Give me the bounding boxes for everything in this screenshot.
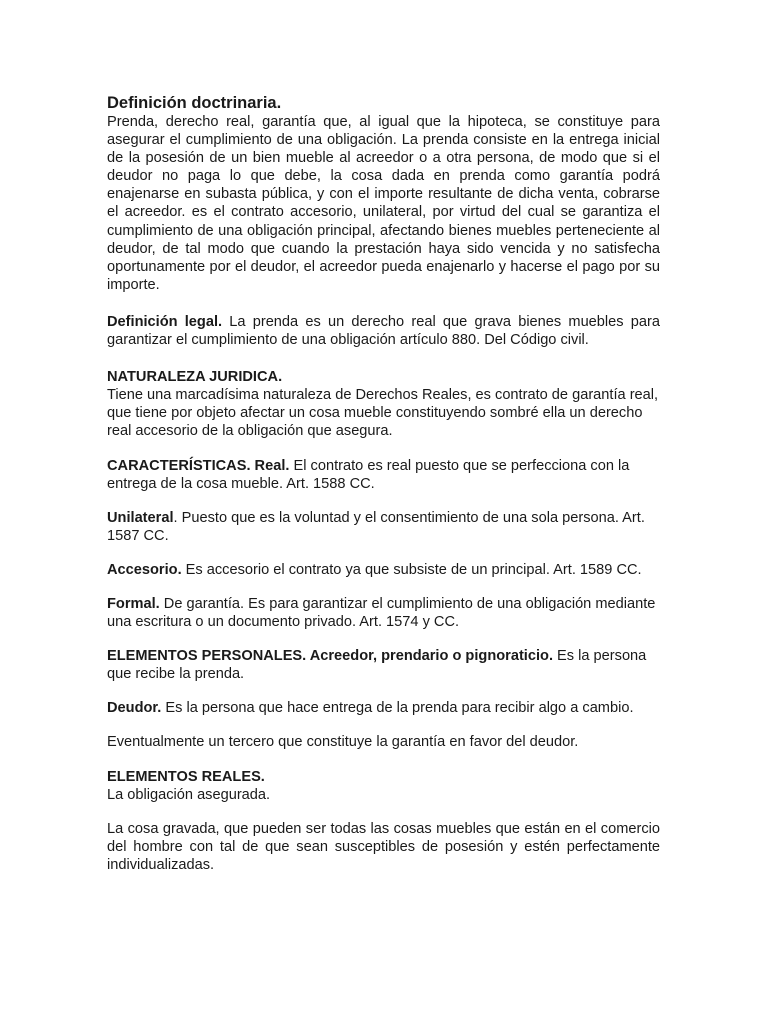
real-elements-text: La obligación asegurada. bbox=[107, 786, 271, 803]
encumbered-thing-text: La cosa gravada, que pueden ser todas las cosas muebles que están en el comercio del hombre con tal de que sean susceptibles de posesión y estén perfectamente individualizadas. bbox=[107, 820, 660, 873]
legal-definition-text: La prenda es un derecho real que grava bienes muebles para garantizar el cumplimiento de una obligación artículo 880. Del Código civil. bbox=[107, 313, 660, 349]
personal-elements-paragraph bbox=[107, 647, 660, 683]
legal-nature-text: Tiene una marcadísima naturaleza de Derechos Reales, es contrato de garantía real, que tiene por objeto afectar un cosa mueble constituyendo sombré ella un derecho real accesorio de la obligación que asegura. bbox=[107, 387, 659, 440]
legal-definition-paragraph bbox=[107, 313, 660, 349]
characteristics-heading: CARACTERÍSTICAS. Real. bbox=[107, 457, 290, 474]
real-elements-heading: ELEMENTOS REALES. bbox=[107, 768, 265, 785]
personal-elements-heading: ELEMENTOS PERSONALES. Acreedor, prendario o pignoraticio. bbox=[107, 648, 553, 665]
accessory-paragraph bbox=[107, 561, 660, 579]
legal-nature-heading: NATURALEZA JURIDICA. bbox=[107, 369, 283, 386]
unilateral-paragraph bbox=[107, 509, 660, 545]
unilateral-text: . Puesto que es la voluntad y el consentimiento de una sola persona. Art. 1587 CC. bbox=[107, 509, 645, 544]
third-party-paragraph bbox=[107, 733, 660, 751]
document-body bbox=[107, 93, 660, 874]
debtor-heading: Deudor. bbox=[107, 700, 162, 717]
debtor-paragraph bbox=[107, 699, 660, 717]
encumbered-thing-paragraph bbox=[107, 820, 660, 874]
accessory-heading: Accesorio. bbox=[107, 561, 182, 578]
legal-nature-section bbox=[107, 368, 660, 440]
doctrinal-definition-section bbox=[107, 93, 660, 294]
formal-paragraph bbox=[107, 595, 660, 631]
legal-definition-heading: Definición legal. bbox=[107, 313, 223, 330]
third-party-text: Eventualmente un tercero que constituye la garantía en favor del deudor. bbox=[107, 734, 579, 751]
debtor-text: Es la persona que hace entrega de la prenda para recibir algo a cambio. bbox=[161, 700, 634, 717]
unilateral-heading: Unilateral bbox=[107, 509, 174, 526]
doctrinal-definition-title: Definición doctrinaria. bbox=[107, 94, 282, 112]
characteristics-text: El contrato es real puesto que se perfecciona con la entrega de la cosa mueble. Art. 1588 CC. bbox=[107, 457, 630, 492]
characteristics-paragraph bbox=[107, 457, 660, 493]
doctrinal-definition-text: Prenda, derecho real, garantía que, al igual que la hipoteca, se constituye para asegurar el cumplimiento de una obligación. La prenda consiste en la entrega inicial de la posesión de un bien mueble al acreedor o a otra persona, de modo que si el deudor no paga lo que debe, la cosa dada en prenda como garantía podrá enajenarse en subasta pública, y con el importe resultante de dicha venta, cobrarse el acreedor. es el contrato accesorio, unilateral, por virtud del cual se garantiza el cumplimiento de una obligación principal, afectando bienes muebles perteneciente al deudor, de tal modo que cuando la prestación haya sido vencida y no satisfecha oportunamente por el deudor, el acreedor pueda enajenarlo y hacerse el pago por su importe. bbox=[107, 114, 660, 293]
personal-elements-text: Es la persona que recibe la prenda. bbox=[107, 648, 647, 683]
real-elements-section bbox=[107, 768, 660, 804]
formal-text: De garantía. Es para garantizar el cumplimiento de una obligación mediante una escritura o un documento privado. Art. 1574 y CC. bbox=[107, 595, 656, 631]
formal-heading: Formal. bbox=[107, 595, 160, 612]
accessory-text: Es accesorio el contrato ya que subsiste de un principal. Art. 1589 CC. bbox=[181, 561, 642, 578]
